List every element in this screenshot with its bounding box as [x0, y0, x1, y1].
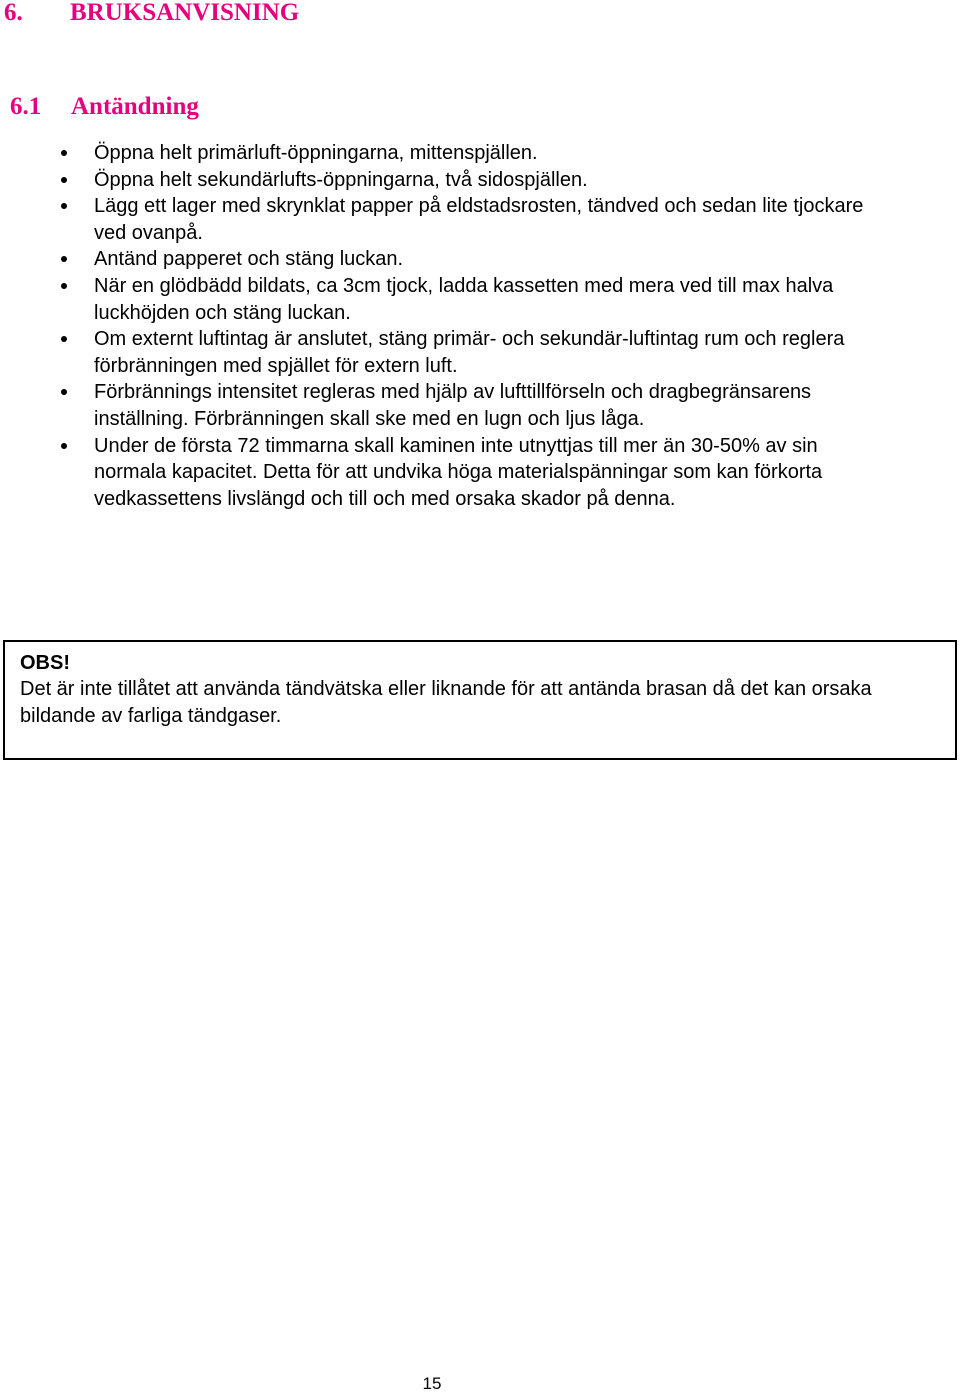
list-item-text: Lägg ett lager med skrynklat papper på eldstadsrosten, tändved och sedan lite tjockare ved ovanpå.	[94, 195, 864, 244]
list-item	[0, 379, 880, 432]
list-item	[0, 140, 880, 167]
bullet-icon	[61, 283, 67, 289]
instruction-list	[0, 140, 880, 512]
list-item	[0, 273, 880, 326]
list-item	[0, 193, 880, 246]
bullet-icon	[61, 256, 67, 262]
bullet-icon	[61, 177, 67, 183]
subsection-number: 6.1	[10, 93, 42, 120]
section-title: BRUKSANVISNING	[70, 0, 300, 26]
notice-title: OBS!	[20, 652, 70, 674]
list-item-text: När en glödbädd bildats, ca 3cm tjock, ladda kassetten med mera ved till max halva luckhöjden och stäng luckan.	[94, 274, 834, 324]
bullet-icon	[61, 150, 67, 156]
subsection-heading	[10, 92, 199, 122]
list-item	[0, 326, 880, 379]
subsection-title: Antändning	[71, 93, 199, 120]
list-item-text: Förbrännings intensitet regleras med hjälp av lufttillförseln och dragbegränsarens inställning. Förbränningen skall ske med en lugn och ljus låga.	[94, 381, 812, 430]
list-item	[0, 246, 880, 273]
section-number: 6.	[4, 0, 23, 26]
notice-text: Det är inte tillåtet att använda tändvätska eller liknande för att antända brasan då det kan orsaka bildande av farliga tändgaser.	[20, 678, 872, 727]
section-heading	[4, 0, 299, 28]
notice-box	[3, 640, 957, 760]
list-item-text: Om externt luftintag är anslutet, stäng primär- och sekundär-luftintag rum och reglera förbränningen med spjället för extern luft.	[94, 328, 845, 377]
page-number: 15	[422, 1374, 442, 1393]
bullet-icon	[61, 336, 67, 342]
list-item-text: Under de första 72 timmarna skall kaminen inte utnyttjas till mer än 30-50% av sin normala kapacitet. Detta för att undvika höga materialspänningar som kan förkorta vedkassettens livslängd och till och med orsaka skador på denna.	[94, 434, 823, 510]
bullet-icon	[61, 203, 67, 209]
list-item	[0, 433, 880, 513]
list-item-text: Öppna helt primärluft-öppningarna, mittenspjällen.	[94, 142, 538, 164]
bullet-icon	[61, 389, 67, 395]
list-item	[0, 167, 880, 194]
bullet-icon	[61, 443, 67, 449]
list-item-text: Antänd papperet och stäng luckan.	[94, 248, 404, 271]
list-item-text: Öppna helt sekundärlufts-öppningarna, två sidospjällen.	[94, 168, 588, 191]
